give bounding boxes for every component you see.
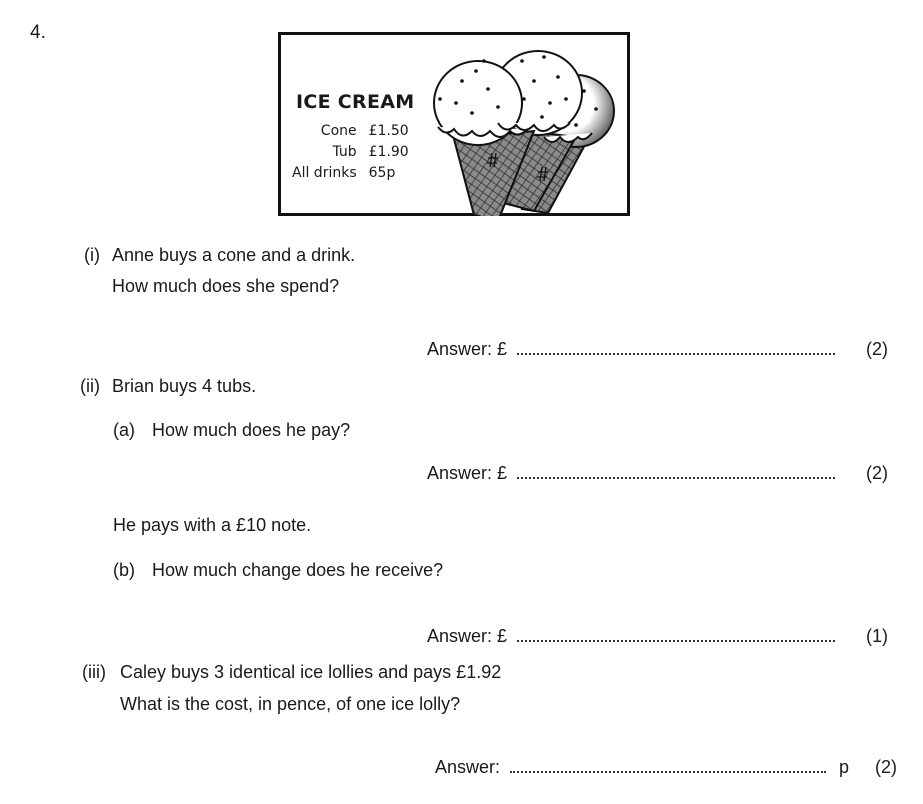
answer-line-iii[interactable] bbox=[435, 757, 826, 778]
answer-line-ii-a[interactable] bbox=[427, 463, 835, 484]
price-sign bbox=[278, 32, 630, 216]
part-ii-statement: He pays with a £10 note. bbox=[113, 515, 312, 535]
price-row bbox=[292, 143, 414, 164]
part-i-line2: How much does she spend? bbox=[112, 276, 340, 296]
part-ii-intro: Brian buys 4 tubs. bbox=[112, 376, 257, 396]
part-ii-label: (ii) bbox=[80, 376, 100, 396]
part-ii-b-label: (b) bbox=[113, 560, 135, 580]
answer-label: Answer: £ bbox=[427, 463, 508, 483]
part-ii-b-question: How much change does he receive? bbox=[152, 560, 444, 580]
sign-title: ICE CREAM bbox=[296, 91, 415, 113]
part-ii-a-label: (a) bbox=[113, 420, 135, 440]
price-item: All drinks bbox=[292, 165, 357, 181]
answer-label: Answer: bbox=[435, 757, 501, 777]
marks-ii-a: (2) bbox=[866, 463, 888, 483]
answer-line-i[interactable] bbox=[427, 339, 835, 360]
answer-unit: p bbox=[839, 757, 850, 777]
price-list bbox=[292, 122, 414, 185]
price-value: £1.50 bbox=[368, 123, 409, 139]
price-item: Cone bbox=[320, 123, 357, 139]
answer-line-ii-b[interactable] bbox=[427, 626, 835, 647]
price-row bbox=[292, 122, 414, 143]
price-row bbox=[292, 164, 414, 185]
price-item: Tub bbox=[332, 144, 357, 160]
part-i-label: (i) bbox=[84, 245, 100, 265]
price-value: 65p bbox=[368, 165, 396, 181]
question-number: 4. bbox=[30, 22, 46, 43]
part-ii-a-question: How much does he pay? bbox=[152, 420, 351, 440]
answer-dots[interactable] bbox=[517, 626, 835, 642]
part-iii-label: (iii) bbox=[82, 662, 106, 682]
part-i-line1: Anne buys a cone and a drink. bbox=[112, 245, 356, 265]
marks-i: (2) bbox=[866, 339, 888, 359]
answer-label: Answer: £ bbox=[427, 626, 508, 646]
marks-iii: (2) bbox=[875, 757, 897, 777]
ice-cream-cones-icon bbox=[426, 41, 621, 216]
part-iii-line2: What is the cost, in pence, of one ice lolly? bbox=[120, 694, 461, 714]
answer-dots[interactable] bbox=[510, 757, 826, 773]
part-iii-line1: Caley buys 3 identical ice lollies and pays £1.92 bbox=[120, 662, 502, 682]
price-value: £1.90 bbox=[368, 144, 409, 160]
answer-dots[interactable] bbox=[517, 339, 835, 355]
answer-label: Answer: £ bbox=[427, 339, 508, 359]
marks-ii-b: (1) bbox=[866, 626, 888, 646]
answer-dots[interactable] bbox=[517, 463, 835, 479]
